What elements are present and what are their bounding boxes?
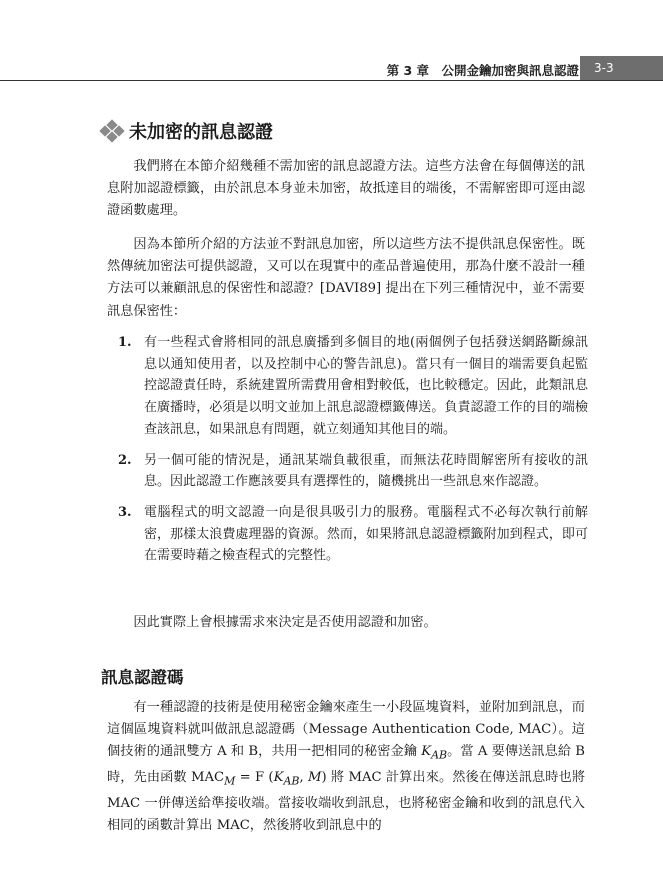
paragraph-confidentiality: 因為本節所介紹的方法並不對訊息加密，所以這些方法不提供訊息保密性。既然傳統加密法可提供認證，又可以在現實中的產品普遍使用，那為什麼不設計一種方法可以兼顧訊息的保密性和認證？[DAVI89] 提出在下列三種情況中，並不需要訊息保密性：: [107, 237, 585, 319]
mac-text-e: ) 將 MAC 計算出來。然後在傳送訊息時也將 MAC 一併傳送給準接收端。當接收端收到訊息，也將秘密金鑰和收到的訊息代入相同的函數計算出 MAC，然後將收到訊息中的: [107, 770, 586, 834]
paragraph-intro: 我們將在本節介紹幾種不需加密的訊息認證方法。這些方法會在每個傳送的訊息附加認證標籤，由於訊息本身並未加密，故抵達目的端後，不需解密即可逕由認證函數處理。: [107, 159, 585, 219]
subsection-title: 訊息認證碼: [101, 668, 184, 687]
section-heading: [101, 118, 273, 144]
key-symbol: [421, 744, 448, 763]
list-item: [118, 502, 588, 567]
message-symbol: M: [307, 770, 322, 786]
key-symbol: [273, 770, 300, 788]
list-text: 有一些程式會將相同的訊息廣播到多個目的地(兩個例子包括發送網路斷線訊息以通知使用者，以及控制中心的警告訊息)。當只有一個目的端需要負起監控認證責任時，系統建置所需費用會相對較低，也比較穩定。因此，此類訊息在廣播時，必須是以明文並加上訊息認證標籤傳送。負責認證工作的目的端檢查該訊息，如果訊息有問題，就立刻通知其他目的端。: [144, 335, 588, 437]
key-letter: K: [421, 744, 432, 760]
list-item: [118, 332, 588, 441]
key-subscript: AB: [283, 774, 300, 788]
page-number: 3-3: [580, 56, 663, 80]
numbered-list: [118, 332, 588, 567]
list-item: [118, 450, 588, 493]
mac-subscript: M: [224, 774, 236, 788]
list-text: 另一個可能的情況是，通訊某端負載很重，而無法花時間解密所有接收的訊息。因此認證工作應該要具有選擇性的，隨機挑出一些訊息來作認證。: [144, 452, 588, 490]
running-header: 第 3 章 公開金鑰加密與訊息認證: [386, 63, 579, 78]
list-number: 3.: [118, 504, 132, 520]
mac-text-a: 有一種認證的技術是使用秘密金鑰來產生一小段區塊資料，並附加到訊息，而這個區塊資料就叫做訊息認證碼（Message Authentication Code, MAC）。這個技術的通訊雙方 A 和 B，共用一把相同的秘密金鑰: [107, 700, 585, 760]
paragraph-mac: [107, 697, 585, 838]
key-subscript: AB: [431, 749, 448, 763]
header-rule: [0, 80, 663, 81]
key-letter: K: [273, 770, 284, 786]
list-number: 2.: [118, 452, 132, 468]
list-text: 電腦程式的明文認證一向是很具吸引力的服務。電腦程式不必每次執行前解密，那樣太浪費處理器的資源。然而，如果將訊息認證標籤附加到程式，即可在需要時藉之檢查程式的完整性。: [144, 504, 588, 564]
section-title: 未加密的訊息認證: [129, 122, 273, 143]
mac-text-b: 。當 A 要傳送訊息給 B 時，先由函數 MAC: [107, 744, 585, 786]
mac-text-c: = F (: [235, 770, 274, 786]
mac-text-d: ,: [299, 770, 308, 786]
list-number: 1.: [118, 335, 132, 350]
paragraph-conclusion: 因此實際上會根據需求來決定是否使用認證和加密。: [133, 615, 437, 630]
diamond-bullet-icon: [101, 121, 123, 141]
